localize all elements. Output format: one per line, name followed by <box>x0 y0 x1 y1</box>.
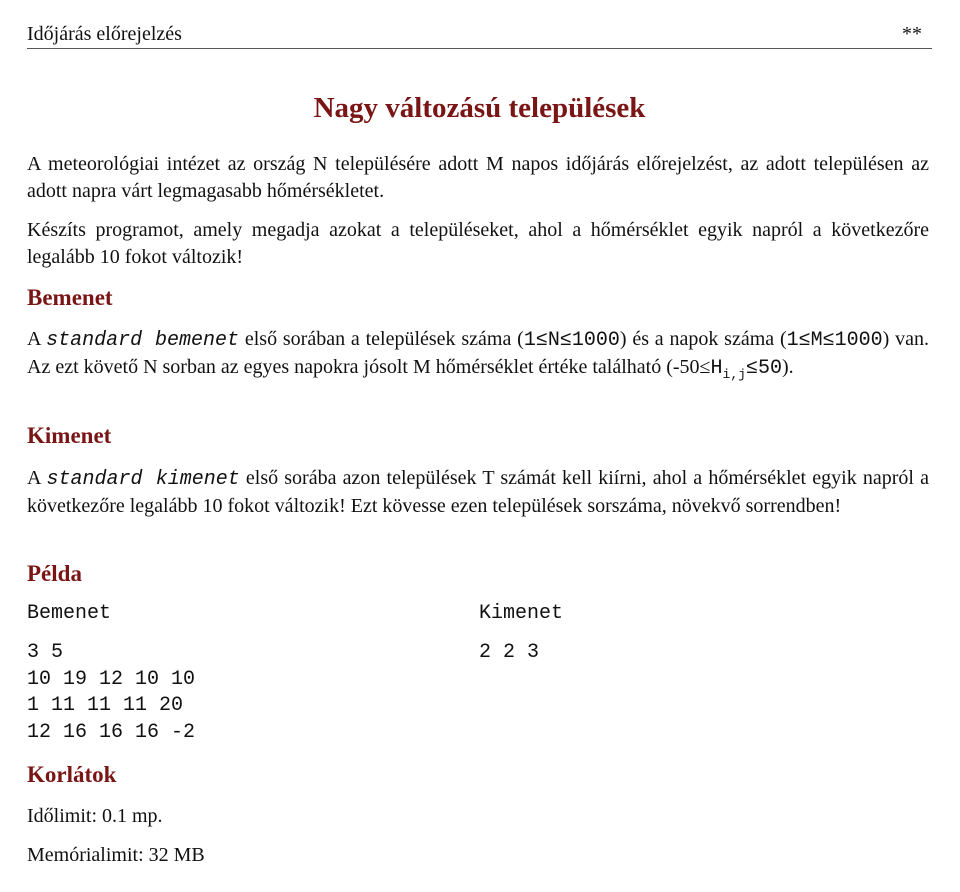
example-input-line: 10 19 12 10 10 <box>27 667 196 691</box>
example-heading: Példa <box>27 561 82 586</box>
example-input-line: 12 16 16 16 -2 <box>27 720 196 744</box>
example-input-block <box>27 640 195 746</box>
output-description: A standard kimenet első sorába azon települések T számát kell kiírni, ahol a hőmérséklet egyik napról a következőre legalább 10 fokot változik! Ezt kövesse ezen települések sorszáma, növekvő sorrendben! <box>27 467 929 517</box>
problem-name: Időjárás előrejelzés <box>27 23 182 45</box>
example-output-line: 2 2 3 <box>479 641 540 664</box>
h-upper-bound: ≤50 <box>745 357 782 380</box>
input-heading: Bemenet <box>27 285 113 310</box>
difficulty-stars: ** <box>902 23 922 45</box>
page-header <box>27 20 932 49</box>
intro-paragraph-2: Készíts programot, amely megadja azokat a településeket, ahol a hőmérséklet egyik napról a következőre legalább 10 fokot változik! <box>27 219 929 268</box>
standard-output-term: standard kimenet <box>46 468 240 491</box>
m-constraint: 1≤M≤1000 <box>786 329 883 352</box>
input-description: A standard bemenet első sorában a települések száma (1≤N≤1000) és a napok száma (1≤M≤1000) van. Az ezt követő N sorban az egyes napokra jósolt M hőmérséklet értéke található $(-50\le H_{i,j}\le 50)$. <box>27 328 930 382</box>
example-input-line: 3 5 <box>27 641 64 664</box>
example-input-line: 1 11 11 11 20 <box>27 694 184 717</box>
intro-paragraph-1: A meteorológiai intézet az ország N településére adott M napos időjárás előrejelzést, az adott településen az adott napra várt legmagasabb hőmérsékletet. <box>27 153 929 202</box>
memory-limit: Memórialimit: 32 MB <box>27 844 205 866</box>
example-output-label: Kimenet <box>479 602 564 625</box>
h-subscript: i,j <box>722 367 746 382</box>
output-heading: Kimenet <box>27 423 112 448</box>
time-limit: Időlimit: 0.1 mp. <box>27 805 163 827</box>
limits-heading: Korlátok <box>27 762 117 787</box>
example-input-label: Bemenet <box>27 602 112 625</box>
h-variable: H <box>710 357 723 380</box>
page-title: Nagy változású települések <box>313 92 646 124</box>
standard-input-term: standard bemenet <box>46 329 240 352</box>
n-constraint: 1≤N≤1000 <box>523 329 620 352</box>
example-output-block <box>479 640 539 667</box>
